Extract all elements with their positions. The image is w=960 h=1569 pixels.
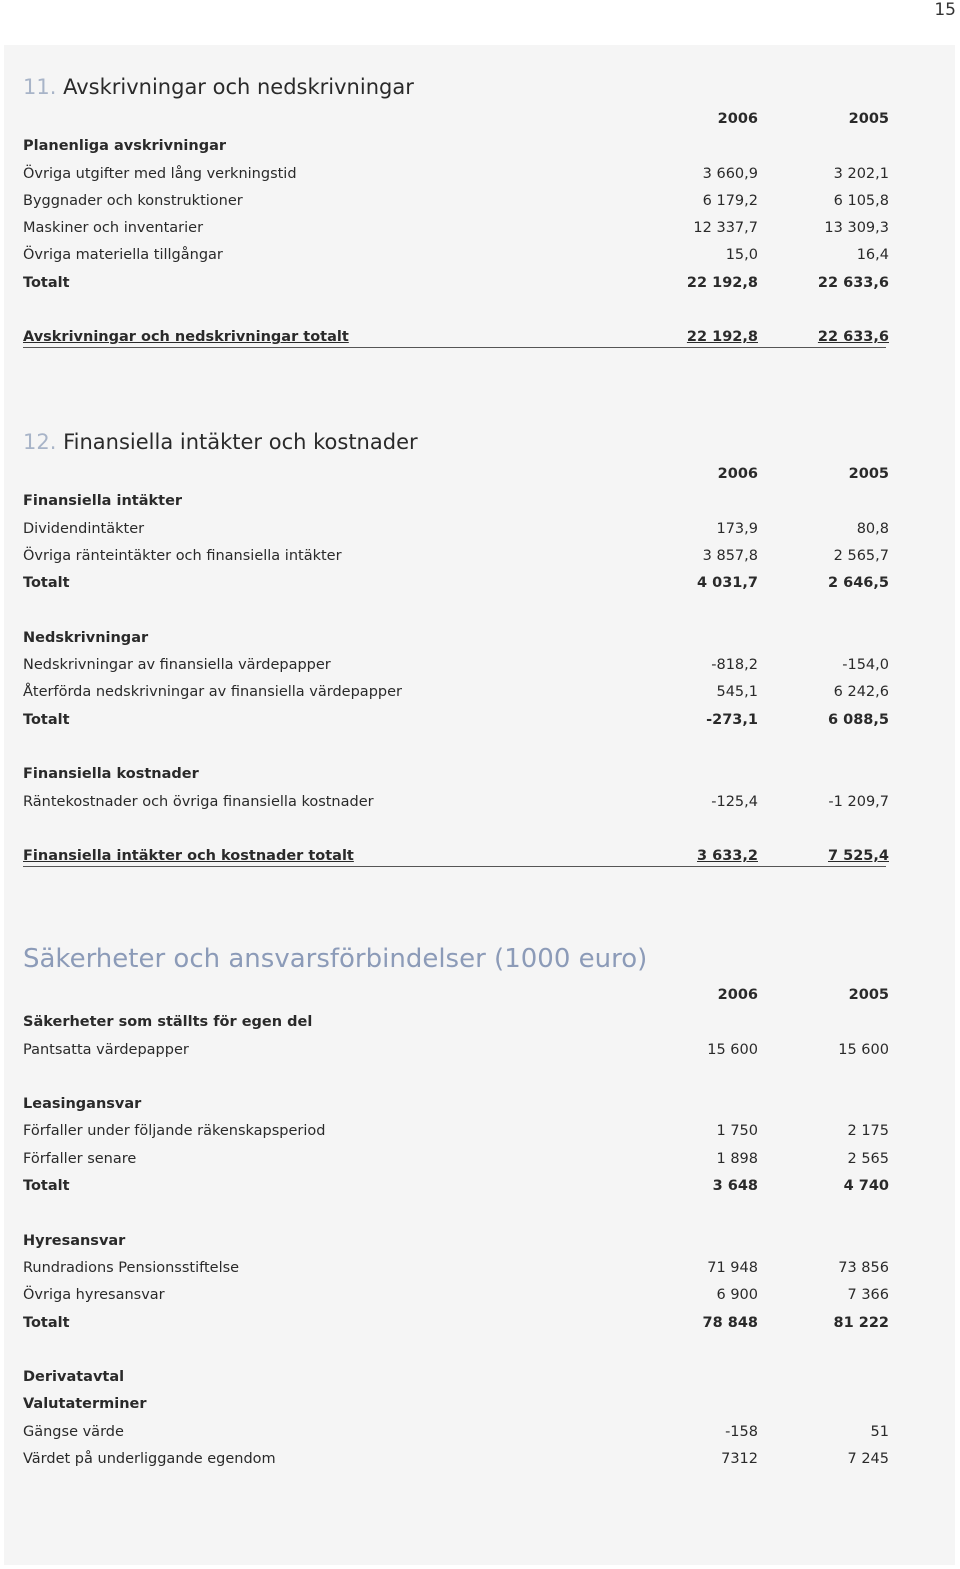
- table-row: [23, 1419, 889, 1446]
- year-2005: 2005: [848, 111, 889, 127]
- row-label: Totalt: [23, 274, 70, 291]
- value-2006: 545,1: [716, 684, 758, 701]
- table-row: [23, 652, 889, 679]
- value-2005: 2 646,5: [827, 575, 889, 592]
- section-collateral: [23, 936, 889, 1473]
- value-2005: 22 633,6: [817, 274, 889, 291]
- page-number: 15: [934, 0, 956, 20]
- value-2006: 1 898: [716, 1150, 758, 1167]
- value-2006: -158: [725, 1423, 758, 1440]
- row-label: Totalt: [23, 575, 70, 592]
- value-2006: 78 848: [702, 1314, 758, 1331]
- table-row: [23, 1146, 889, 1173]
- group-label: Planenliga avskrivningar: [23, 138, 227, 155]
- row-label: Avskrivningar och nedskrivningar totalt: [23, 329, 349, 346]
- value-2006: 22 192,8: [686, 329, 758, 346]
- value-2005: 7 525,4: [827, 848, 889, 865]
- row-label: Totalt: [23, 1314, 70, 1331]
- total-row: [23, 1310, 889, 1337]
- table-row: [23, 516, 889, 543]
- row-label: Räntekostnader och övriga finansiella kostnader: [23, 793, 374, 810]
- row-label: Värdet på underliggande egendom: [23, 1451, 276, 1468]
- value-2005: -154,0: [842, 657, 889, 674]
- total-row: [23, 270, 889, 297]
- row-label: Övriga materiella tillgångar: [23, 247, 223, 264]
- row-label: Förfaller senare: [23, 1150, 137, 1167]
- year-2006: 2006: [717, 987, 758, 1003]
- value-2006: -125,4: [711, 793, 758, 810]
- value-2006: -273,1: [706, 711, 758, 728]
- value-2005: 4 740: [843, 1178, 889, 1195]
- row-label: Byggnader och konstruktioner: [23, 192, 243, 209]
- year-header: [23, 106, 889, 133]
- group-label: Hyresansvar: [23, 1232, 126, 1249]
- value-2005: 16,4: [856, 247, 889, 264]
- grand-total-row: [23, 324, 889, 348]
- value-2006: 4 031,7: [696, 575, 758, 592]
- value-2006: 173,9: [716, 520, 758, 537]
- section-title: [23, 423, 886, 461]
- row-label: Finansiella intäkter och kostnader totalt: [23, 848, 354, 865]
- value-2005: 22 633,6: [817, 329, 889, 346]
- value-2005: 81 222: [833, 1314, 889, 1331]
- value-2005: 7 245: [847, 1451, 889, 1468]
- table-row: [23, 1282, 889, 1309]
- group-label: Derivatavtal: [23, 1369, 125, 1386]
- total-row: [23, 1173, 889, 1200]
- section-financial: [23, 423, 889, 867]
- table-row: [23, 215, 889, 242]
- row-label: Gängse värde: [23, 1423, 124, 1440]
- table-row: [23, 188, 889, 215]
- table-row: [23, 789, 889, 816]
- value-2005: 6 088,5: [827, 711, 889, 728]
- row-label: Återförda nedskrivningar av finansiella värdepapper: [23, 684, 402, 701]
- value-2006: 15,0: [725, 247, 758, 264]
- row-label: Totalt: [23, 711, 70, 728]
- row-label: Övriga ränteintäkter och finansiella intäkter: [23, 547, 342, 564]
- row-label: Totalt: [23, 1178, 70, 1195]
- table-row: [23, 242, 889, 269]
- year-2005: 2005: [848, 987, 889, 1003]
- row-label: Övriga utgifter med lång verkningstid: [23, 165, 297, 182]
- grand-total-row: [23, 843, 889, 867]
- table-row: [23, 679, 889, 706]
- table-row: [23, 161, 889, 188]
- section-title: [23, 68, 886, 106]
- value-2006: 3 633,2: [696, 848, 758, 865]
- section-number: 12.: [23, 430, 57, 454]
- subgroup-label: Valutaterminer: [23, 1396, 147, 1413]
- value-2006: 22 192,8: [686, 274, 758, 291]
- row-label: Förfaller under följande räkenskapsperiod: [23, 1123, 326, 1140]
- group-label: Leasingansvar: [23, 1096, 142, 1113]
- row-label: Nedskrivningar av finansiella värdepapper: [23, 657, 331, 674]
- section-depreciation: [23, 68, 889, 348]
- table-row: [23, 1118, 889, 1145]
- value-2006: 12 337,7: [693, 220, 758, 237]
- value-2006: 15 600: [707, 1041, 758, 1058]
- table-row: [23, 1255, 889, 1282]
- value-2006: 6 900: [716, 1287, 758, 1304]
- value-2005: -1 209,7: [828, 793, 889, 810]
- value-2005: 73 856: [838, 1259, 889, 1276]
- year-2005: 2005: [848, 466, 889, 482]
- table-row: [23, 1446, 889, 1473]
- section-title-text: Finansiella intäkter och kostnader: [63, 430, 418, 454]
- value-2006: 71 948: [707, 1259, 758, 1276]
- group-label: Nedskrivningar: [23, 629, 149, 646]
- total-row: [23, 707, 889, 734]
- year-2006: 2006: [717, 111, 758, 127]
- value-2006: 7312: [721, 1451, 758, 1468]
- value-2005: 6 242,6: [833, 684, 889, 701]
- year-header: [23, 982, 889, 1009]
- value-2006: 3 660,9: [702, 165, 758, 182]
- table-row: [23, 543, 889, 570]
- year-2006: 2006: [717, 466, 758, 482]
- row-label: Maskiner och inventarier: [23, 220, 204, 237]
- section-title-text: Avskrivningar och nedskrivningar: [63, 75, 414, 99]
- value-2005: 2 565,7: [833, 547, 889, 564]
- year-header: [23, 461, 889, 488]
- value-2006: -818,2: [711, 657, 758, 674]
- section-title: Säkerheter och ansvarsförbindelser (1000 euro): [23, 944, 648, 974]
- row-label: Dividendintäkter: [23, 520, 145, 537]
- value-2005: 15 600: [838, 1041, 889, 1058]
- row-label: Pantsatta värdepapper: [23, 1041, 189, 1058]
- value-2005: 80,8: [856, 520, 889, 537]
- group-label: Säkerheter som ställts för egen del: [23, 1014, 313, 1031]
- value-2005: 7 366: [847, 1287, 889, 1304]
- group-label: Finansiella kostnader: [23, 766, 199, 783]
- row-label: Rundradions Pensionsstiftelse: [23, 1259, 240, 1276]
- value-2006: 3 857,8: [702, 547, 758, 564]
- group-label: Finansiella intäkter: [23, 493, 183, 510]
- value-2005: 13 309,3: [824, 220, 889, 237]
- value-2005: 51: [870, 1423, 889, 1440]
- table-row: [23, 1037, 889, 1064]
- row-label: Övriga hyresansvar: [23, 1287, 165, 1304]
- value-2006: 3 648: [712, 1178, 758, 1195]
- value-2005: 2 565: [847, 1150, 889, 1167]
- total-row: [23, 570, 889, 597]
- value-2006: 1 750: [716, 1123, 758, 1140]
- section-number: 11.: [23, 75, 57, 99]
- value-2005: 6 105,8: [833, 192, 889, 209]
- value-2005: 2 175: [847, 1123, 889, 1140]
- value-2005: 3 202,1: [833, 165, 889, 182]
- value-2006: 6 179,2: [702, 192, 758, 209]
